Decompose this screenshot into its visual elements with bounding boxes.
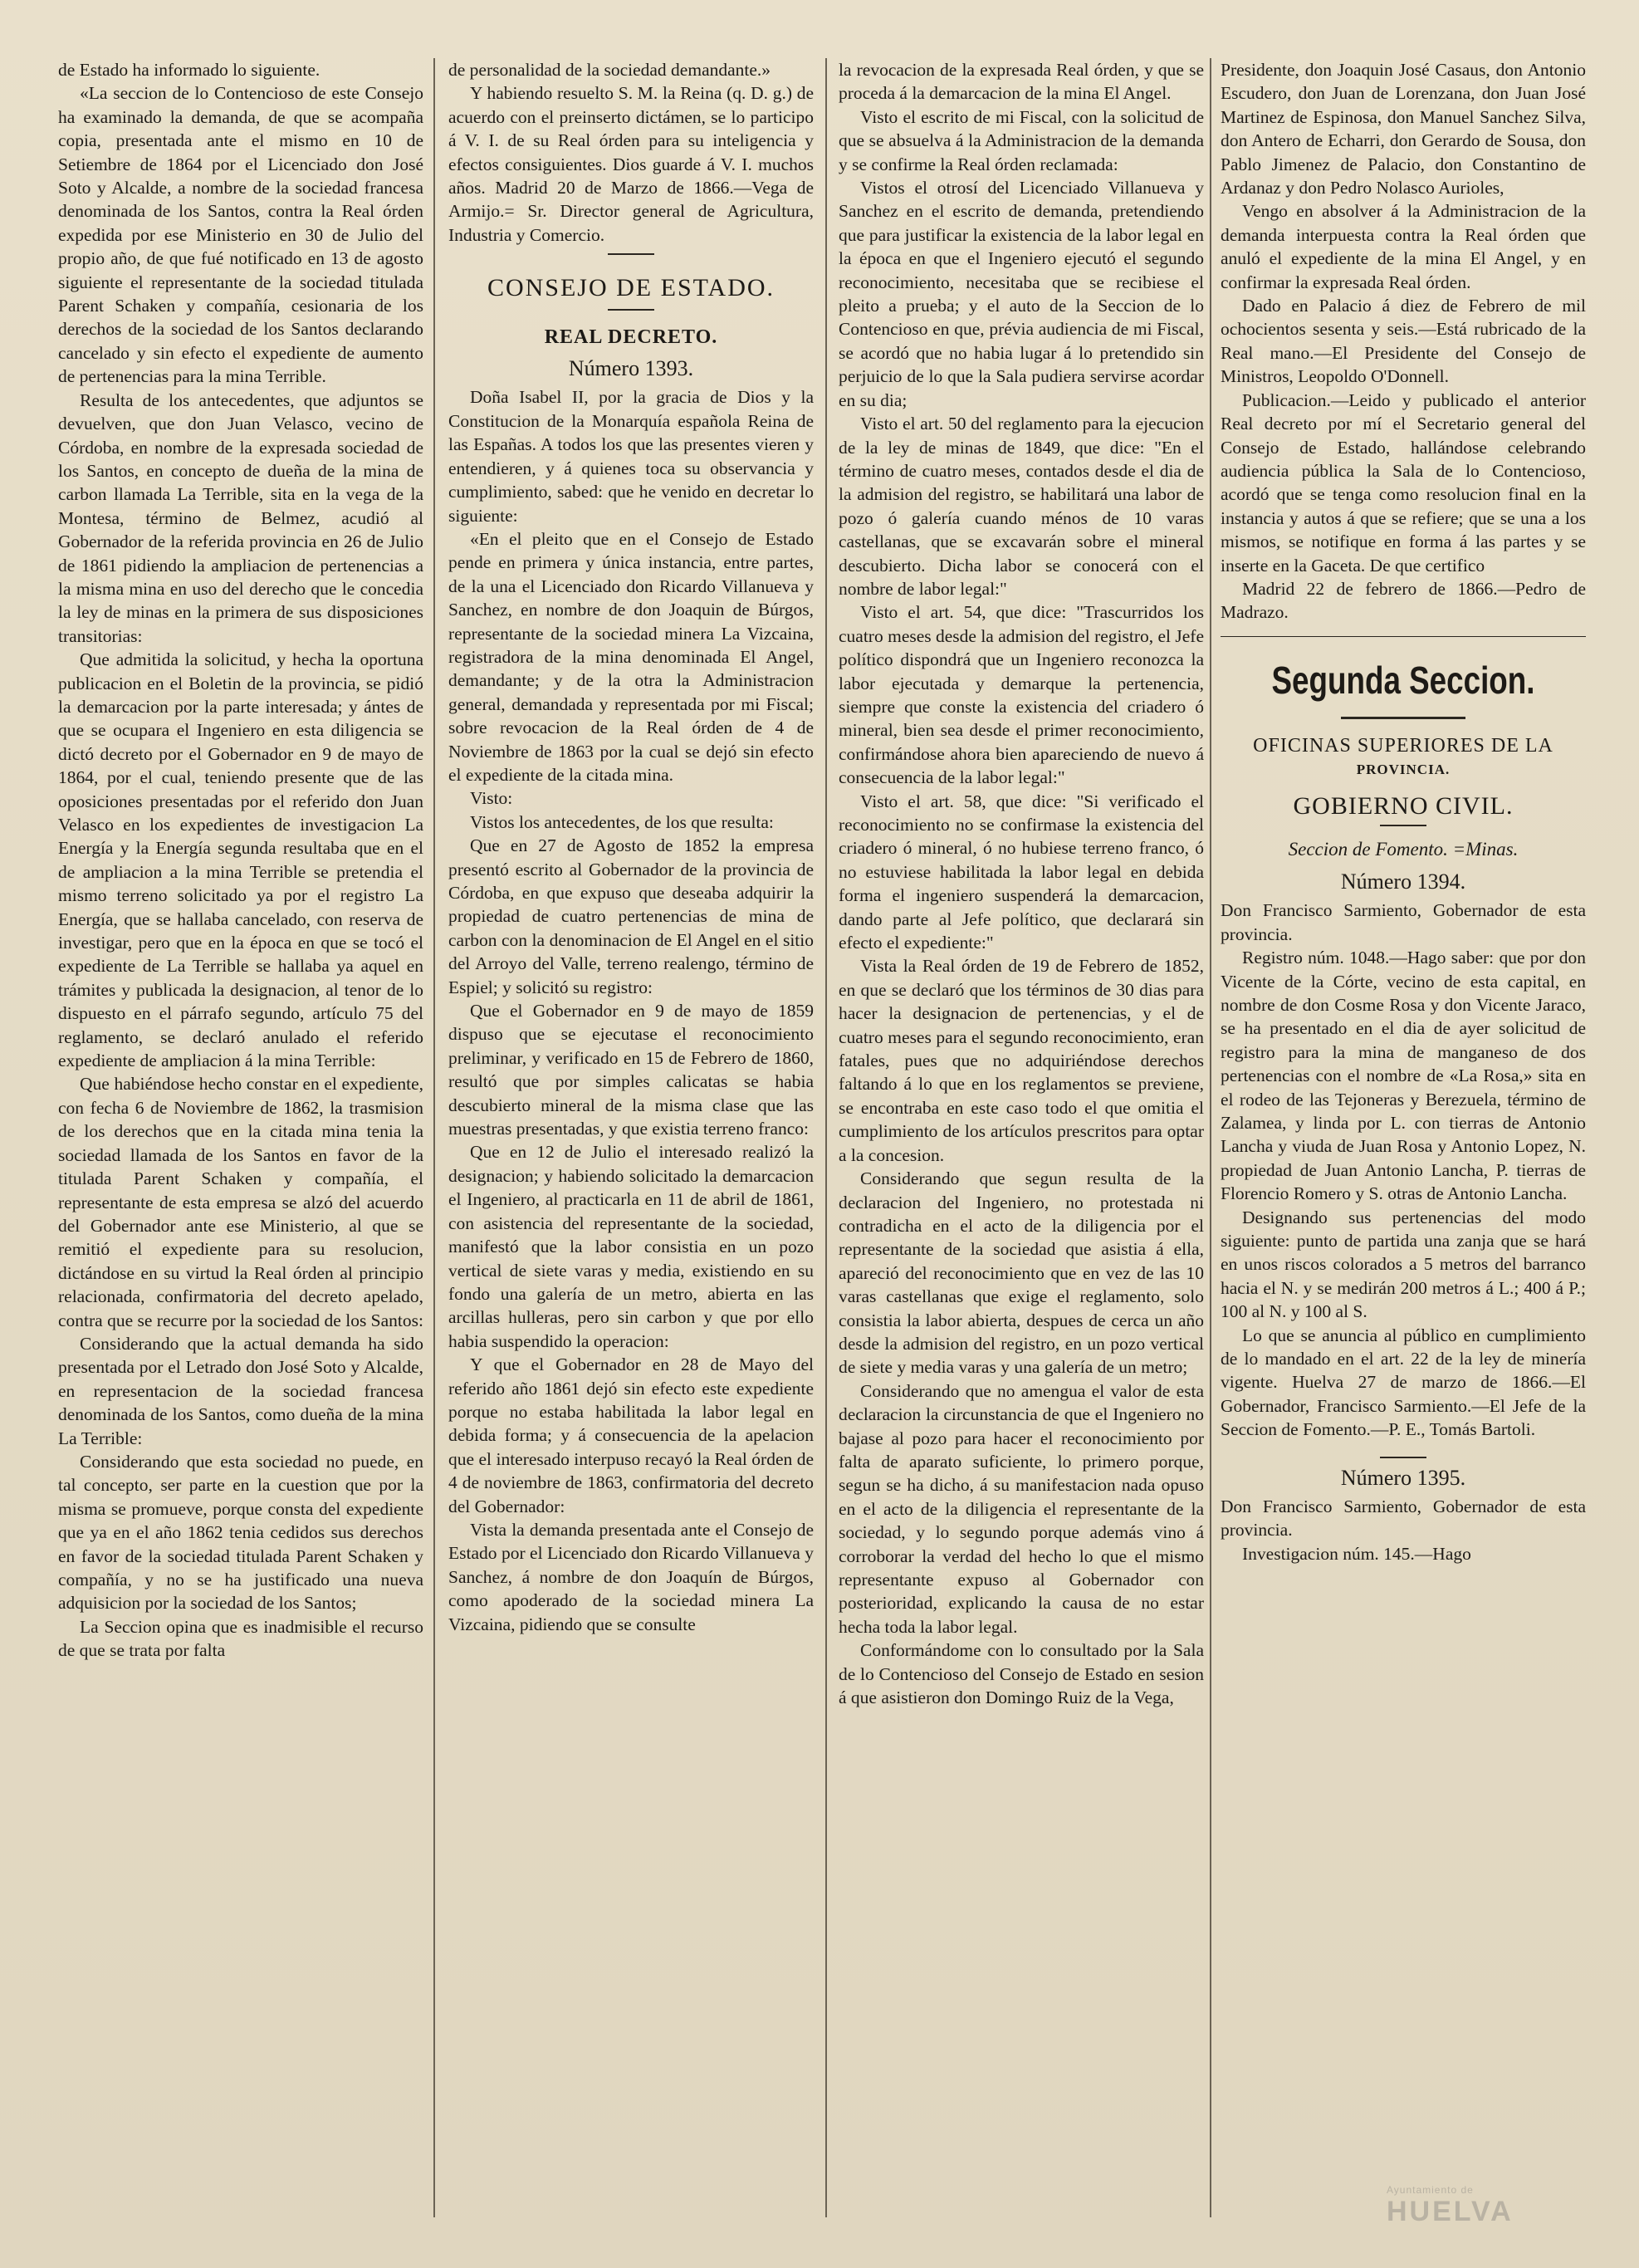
- paragraph: Vengo en absolver á la Administracion de la demanda interpuesta contra la Real órden que anuló el expediente de la mina El Angel, y en confirmar la expresada Real órden.: [1221, 201, 1586, 292]
- paragraph: Madrid 22 de febrero de 1866.—Pedro de Madrazo.: [1221, 578, 1586, 623]
- paragraph: Que admitida la solicitud, y hecha la oportuna publicacion en el Boletin de la provincia, se pidió la demarcacion por la parte interesada; y ántes de que se ocupara el Ingeniero en esta diligencia se dictó decreto por el Gobernador en 9 de mayo de 1864, por el cual, teniendo presente que de las oposiciones presentadas por el referido don Juan Velasco en los expedientes de investigacion La Energía y la Energía segunda resultaba que en el de ampliacion a la mina Terrible se pretendia el mismo terreno solicitado ya por el registro La Energía, que se hallaba cancelado, con reserva de investigar, pero que en la época en que se tocó el expediente de La Terrible se hallaba ya aquel en trámites y publicada la designacion, al tenor de lo dispuesto en el párrafo segundo, artículo 75 del reglamento, se declaró anulado el referido expediente de ampliacion á la mina Terrible:: [58, 649, 423, 1071]
- paragraph: Vistos el otrosí del Licenciado Villanueva y Sanchez en el escrito de demanda, pretendiendo que para justificar la existencia de la labor legal en la época en que el Ingeniero ejecutó el segundo reconocimiento, necesitaba que se recibiese el pleito a prueba; y el auto de la Seccion de lo Contencioso en que, prévia audiencia de mi Fiscal, se acordó que no habia lugar á lo pretendido sin perjuicio de lo que la Sala pudiera servirse acordar en su dia;: [839, 178, 1204, 410]
- paragraph: Lo que se anuncia al público en cumplimiento de lo mandado en el art. 22 de la ley de minería vigente. Huelva 27 de marzo de 1866.—El Gobernador, Francisco Sarmiento.—El Jefe de la Seccion de Fomento.—P. E., Tomás Bartoli.: [1221, 1325, 1586, 1440]
- notice-number: Número 1395.: [1340, 1465, 1466, 1490]
- subheading-provincia: PROVINCIA.: [1356, 761, 1451, 777]
- paragraph: Don Francisco Sarmiento, Gobernador de esta provincia.: [1221, 1496, 1586, 1541]
- paragraph: Designando sus pertenencias del modo siguiente: punto de partida una zanja que se hará en unos riscos colorados a 5 metros del barranco hacia el N. y se medirán 200 metros á L.; 400 á P.; 100 al N. y 100 al S.: [1221, 1207, 1586, 1322]
- paragraph: Visto el escrito de mi Fiscal, con la solicitud de que se absuelva á la Administracion de la demanda y se confirme la Real órden reclamada:: [839, 106, 1204, 174]
- paragraph: Don Francisco Sarmiento, Gobernador de esta provincia.: [1221, 900, 1586, 944]
- paragraph: Considerando que la actual demanda ha sido presentada por el Letrado don José Soto y Alcalde, en representacion de la sociedad francesa denominada de los Santos, como dueña de la mina La Terrible:: [58, 1333, 423, 1448]
- paragraph: Conformándome con lo consultado por la Sala de lo Contencioso del Consejo de Estado en sesion á que asistieron don Domingo Ruiz de la Vega,: [839, 1640, 1204, 1708]
- paragraph: de Estado ha informado lo siguiente.: [58, 60, 320, 80]
- paragraph: Considerando que no amengua el valor de esta declaracion la circunstancia de que el Ingeniero no bajase al pozo para hacer el reconocimiento por falta de aparato suficiente, lo primero porque, segun se ha dicho, á su manifestacion nada opuso en el acto de la diligencia el representante de la sociedad, y lo segundo porque además vino á corroborar la verdad del hecho lo que el mismo representante expuso al Gobernador con posterioridad, explicando la causa de no estar hecha toda la labor legal.: [839, 1380, 1204, 1637]
- paragraph: Visto:: [470, 788, 513, 809]
- section-heading-consejo: CONSEJO DE ESTADO.: [487, 274, 775, 302]
- paragraph: Investigacion núm. 145.—Hago: [1242, 1543, 1471, 1564]
- paragraph: Visto el art. 54, que dice: "Trascurridos los cuatro meses desde la admision del registro, el Jefe político dispondrá que un Ingeniero reconozca la labor ejecutada y demarque la pertenencia, siempre que conste la existencia del criadero ó mineral, bien sea desde el primer reconocimiento, confirmándose ahora bien apareciendo de nuevo á consecuencia de la labor legal:": [839, 602, 1204, 788]
- subheading-gobierno: GOBIERNO CIVIL.: [1293, 792, 1514, 820]
- column-2: [448, 58, 814, 2226]
- paragraph: Y que el Gobernador en 28 de Mayo del referido año 1861 dejó sin efecto este expediente porque no estaba habilitada la labor legal en debida forma; y á consecuencia de la apelacion que el interesado interpuso recayó la Real órden de 4 de noviembre de 1863, confirmatoria del decreto del Gobernador:: [448, 1354, 814, 1516]
- column-1: [58, 58, 423, 2226]
- subheading-oficinas: OFICINAS SUPERIORES DE LA: [1253, 735, 1553, 757]
- paragraph: Publicacion.—Leido y publicado el anterior Real decreto por mí el Secretario general del Consejo de Estado, hallándose celebrando audiencia pública la Sala de lo Contencioso, acordó que se tenga como resolucion final en la instancia y autos á que se refiere; que se una a los mismos, se notifique en forma á las partes y se inserte en la Gaceta. De que certifico: [1221, 389, 1586, 576]
- archive-watermark: [1387, 2184, 1602, 2242]
- column-rule: [433, 58, 435, 2217]
- subheading-real-decreto: REAL DECRETO.: [544, 326, 718, 348]
- paragraph: Vista la Real órden de 19 de Febrero de 1852, en que se declaró que los términos de 30 dias para hacer la designacion de pertenencias, y el de cuatro meses para el segundo reconocimiento, eran fatales, pues que no adquiriéndose derechos faltando á lo que en los reglamentos se previene, se encontraba en este caso todo el que omitia el cumplimiento de los artículos prescritos para optar a la concesion.: [839, 956, 1204, 1165]
- paragraph: «En el pleito que en el Consejo de Estado pende en primera y única instancia, entre partes, de la una el Licenciado don Ricardo Villanueva y Sanchez, en nombre de don Joaquin de Búrgos, representante de la sociedad minera La Vizcaina, registradora de la mina denominada El Angel, demandante; y de la otra la Administracion general, demandada y representada por mi Fiscal; sobre revocacion de la Real órden de 4 de Noviembre de 1863 por la cual se dejó sin efecto el expediente de la citada mina.: [448, 528, 814, 785]
- paragraph: Que el Gobernador en 9 de mayo de 1859 dispuso que se ejecutase el reconocimiento preliminar, y verificado en 15 de Febrero de 1860, resultó que por simples calicatas se habia descubierto mineral de la misma clase que las muestras presentadas, y que existia terreno franco:: [448, 1001, 814, 1139]
- decree-number: Número 1393.: [568, 356, 694, 381]
- paragraph: «La seccion de lo Contencioso de este Consejo ha examinado la demanda, de que se acompaña copia, presentada ante el mismo en 10 de Setiembre de 1864 por el Licenciado don José Soto y Alcalde, a nombre de la sociedad francesa denominada de los Santos, contra la Real órden expedida por ese Ministerio en 30 de Julio del propio año, de que fué notificado en 13 de agosto siguiente el representante de la sociedad titulada Parent Schaken y compañía, cesionaria de los derechos de la sociedad de los Santos declarando cancelado y sin efecto el expediente de aumento de pertenencias para la mina Terrible.: [58, 83, 423, 387]
- paragraph: Visto el art. 58, que dice: "Si verificado el reconocimiento no se confirmase la existencia del criadero ó mineral, ó no hubiese terreno franco, ó no estuviese habilitada la labor legal en debida forma el ingeniero suspenderá la demarcacion, dando parte al Jefe político, que declarará sin efecto el expediente:": [839, 791, 1204, 953]
- paragraph: la revocacion de la expresada Real órden, y que se proceda á la demarcacion de la mina El Angel.: [839, 60, 1204, 104]
- section-heading-segunda: Segunda Seccion.: [1271, 659, 1535, 703]
- column-4: [1221, 58, 1586, 2226]
- paragraph: Considerando que segun resulta de la declaracion del Ingeniero, no protestada ni contradicha en el acto de la diligencia por el representante de la sociedad que asistia á ella, apareció del reconocimiento que en vez de las 10 varas castellanas que exige el reglamento, solo consistia la labor abierta, despues de cerca un año desde la admision del registro, en un pozo vertical de siete y media varas y una galería de un metro;: [839, 1168, 1204, 1378]
- separator: [1221, 636, 1586, 638]
- paragraph: Que en 12 de Julio el interesado realizó la designacion; y habiendo solicitado la demarcacion el Ingeniero, al practicarla en 11 de abril de 1861, con asistencia del representante de la sociedad, manifestó que la labor consistia en un pozo vertical de siete varas y media, existiendo en su fondo una galería de un metro, abierta en las arcillas hulleras, pero sin carbon y que por ello habia suspendido la operacion:: [448, 1142, 814, 1351]
- paragraph: Visto el art. 50 del reglamento para la ejecucion de la ley de minas de 1849, que dice: "En el término de cuatro meses, contados desde el dia de la admision del registro, se habilitará una labor de pozo ó galería cuando ménos de 10 varas castellanas, que se excavarán sobre el mineral descubierto. Dicha labor se conocerá con el nombre de labor legal:": [839, 414, 1204, 599]
- paragraph: Y habiendo resuelto S. M. la Reina (q. D. g.) de acuerdo con el preinserto dictámen, se lo participo á V. I. de su Real órden para su inteligencia y efectos consiguientes. Dios guarde á V. I. muchos años. Madrid 20 de Marzo de 1866.—Vega de Armijo.= Sr. Director general de Agricultura, Industria y Comercio.: [448, 83, 814, 245]
- paragraph: Vista la demanda presentada ante el Consejo de Estado por el Licenciado don Ricardo Villanueva y Sanchez, á nombre de don Joaquín de Búrgos, como apoderado de la sociedad minera La Vizcaina, pidiendo que se consulte: [448, 1519, 814, 1634]
- paragraph: Considerando que esta sociedad no puede, en tal concepto, ser parte en la cuestion que por la misma se promueve, porque consta del expediente que ya en el año 1862 tenia cedidos sus derechos en favor de la sociedad titulada Parent Schaken y compañía, y no se ha justificado una nueva adquisicion por la sociedad de los Santos;: [58, 1451, 423, 1614]
- notice-number: Número 1394.: [1340, 869, 1466, 894]
- separator: [608, 253, 654, 255]
- paragraph: Registro núm. 1048.—Hago saber: que por don Vicente de la Córte, vecino de esta capital, en nombre de don Cosme Rosa y don Vicente Jaraco, se ha presentado en el dia de ayer solicitud de registro para la mina de manganeso de dos pertenencias con el nombre de «La Rosa,» sita en el rodeo de las Tejoneras y Berezuela, término de Zalamea, y linda por L. con tierras de Antonio Lancha y viuda de Juan Rosa y Antonio Lopez, N. propiedad de Juan Antonio Lancha, P. tierras de Florencio Romero y S. otras de Antonio Lancha.: [1221, 948, 1586, 1204]
- paragraph: Resulta de los antecedentes, que adjuntos se devuelven, que don Juan Velasco, vecino de Córdoba, en nombre de la expresada sociedad de los Santos, en concepto de dueña de la mina de carbon llamada La Terrible, sita en la vega de la Montesa, término de Belmez, acudió al Gobernador de la referida provincia en 26 de Julio de 1861 pidiendo la ampliacion de pertenencias a la misma mina en uso del derecho que le concedia la ley de minas en la primera de sus disposiciones transitorias:: [58, 389, 423, 646]
- paragraph: Presidente, don Joaquin José Casaus, don Antonio Escudero, don Juan de Lorenzana, don Juan José Martinez de Espinosa, don Manuel Sanchez Silva, don Antero de Echarri, don Gerardo de Sousa, don Pablo Jimenez de Palacio, don Constantino de Ardanaz y don Pedro Nolasco Aurioles,: [1221, 60, 1586, 198]
- separator: [1380, 1457, 1426, 1458]
- ornament-rule: [1341, 717, 1465, 719]
- paragraph: Que habiéndose hecho constar en el expediente, con fecha 6 de Noviembre de 1862, la trasmision de los derechos que en la citada mina tenia la sociedad llamada de los Santos en favor de la titulada Parent Schaken y compañía, el representante de esta empresa se alzó del acuerdo del Gobernador ante ese Ministerio, al que se remitió el expediente para su resolucion, dictándose en su virtud la Real órden al principio relacionada, confirmatoria del decreto apelado, contra que se recurre por la sociedad de los Santos:: [58, 1074, 423, 1330]
- separator: [608, 309, 654, 311]
- column-rule: [1210, 58, 1211, 2217]
- watermark-big-text: HUELVA: [1387, 2196, 1514, 2227]
- paragraph: La Seccion opina que es inadmisible el recurso de que se trata por falta: [58, 1616, 423, 1661]
- paragraph: Que en 27 de Agosto de 1852 la empresa presentó escrito al Gobernador de la provincia de Córdoba, en que expuso que deseaba adquirir la propiedad de cuatro pertenencias de mina de carbon con la denominacion de El Angel en el sitio del Arroyo del Valle, terreno realengo, término de Espiel; y solicitó su registro:: [448, 835, 814, 997]
- separator: [1380, 825, 1426, 826]
- subheading-seccion: Seccion de Fomento. =Minas.: [1288, 839, 1519, 860]
- paragraph: Dado en Palacio á diez de Febrero de mil ochocientos sesenta y seis.—Está rubricado de la Real mano.—El Presidente del Consejo de Ministros, Leopoldo O'Donnell.: [1221, 296, 1586, 387]
- watermark-small-text: Ayuntamiento de: [1387, 2184, 1474, 2196]
- paragraph: de personalidad de la sociedad demandante.»: [448, 60, 771, 80]
- paragraph: Doña Isabel II, por la gracia de Dios y la Constitucion de la Monarquía española Reina de las Españas. A todos los que las presentes vieren y entendieren, y á quienes toca su observancia y cumplimiento, sabed: que he venido en decretar lo siguiente:: [448, 387, 814, 526]
- paragraph: Vistos los antecedentes, de los que resulta:: [470, 811, 774, 832]
- column-3: [839, 58, 1204, 2226]
- column-rule: [825, 58, 827, 2217]
